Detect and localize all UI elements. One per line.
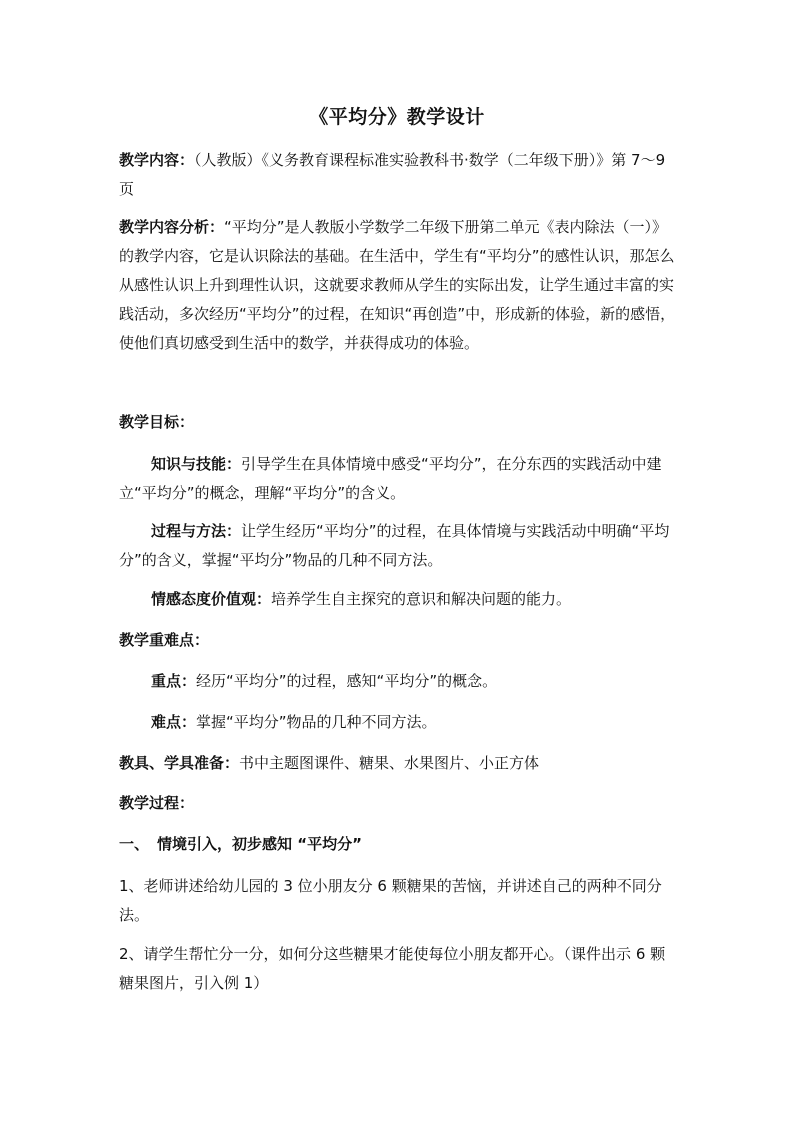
- teaching-content-label: 教学内容：: [119, 151, 195, 169]
- content-analysis-text: “平均分”是人教版小学数学二年级下册第二单元《表内除法（一）》的教学内容，它是认识除法的基础。在生活中，学生有“平均分”的感性认识，那怎么从感性认识上升到理性认识，这就要求教师从学生的实际出发，让学生通过丰富的实践活动，多次经历“平均分”的过程，在知识“再创造”中，形成新的体验，新的感悟，使他们真切感受到生活中的数学，并获得成功的体验。: [119, 218, 676, 352]
- difficult-point-paragraph: [119, 708, 677, 737]
- teaching-content-text: （人教版）《义务教育课程标准实验教科书·数学（二年级下册）》第 7～9 页: [119, 151, 666, 198]
- emotion-values-paragraph: [119, 585, 677, 614]
- key-point-paragraph: [119, 667, 677, 696]
- knowledge-skills-label: 知识与技能：: [151, 455, 242, 473]
- knowledge-skills-text: 引导学生在具体情境中感受“平均分”，在分东西的实践活动中建立“平均分”的概念，理解“平均分”的含义。: [119, 455, 662, 502]
- process-methods-text: 让学生经历“平均分”的过程，在具体情境与实践活动中明确“平均分”的含义，掌握“平均分”物品的几种不同方法。: [119, 522, 670, 569]
- materials-label: 教具、学具准备：: [119, 754, 240, 772]
- teaching-process-heading: 教学过程：: [119, 794, 195, 812]
- document-title: 《平均分》教学设计: [309, 106, 485, 128]
- section-one-number: 一、: [119, 835, 150, 853]
- section-one-heading: [119, 830, 677, 859]
- key-point-label: 重点：: [151, 672, 197, 690]
- content-analysis-paragraph: [119, 213, 677, 358]
- process-methods-paragraph: [119, 517, 677, 575]
- difficult-point-label: 难点：: [151, 713, 197, 731]
- content-analysis-label: 教学内容分析：: [119, 218, 225, 236]
- knowledge-skills-paragraph: [119, 450, 677, 508]
- emotion-values-text: 培养学生自主探究的意识和解决问题的能力。: [271, 590, 572, 608]
- process-item-2: 2、请学生帮忙分一分，如何分这些糖果才能使每位小朋友都开心。（课件出示 6 颗糖果图片，引入例 1）: [119, 945, 666, 992]
- process-methods-label: 过程与方法：: [151, 522, 242, 540]
- teaching-content-paragraph: [119, 146, 677, 204]
- process-item-1: 1、老师讲述给幼儿园的 3 位小朋友分 6 颗糖果的苦恼，并讲述自己的两种不同分法。: [119, 877, 662, 924]
- emotion-values-label: 情感态度价值观：: [151, 590, 272, 608]
- teaching-goals-heading: 教学目标：: [119, 413, 195, 431]
- materials-text: 书中主题图课件、糖果、水果图片、小正方体: [239, 754, 540, 772]
- key-difficult-heading: 教学重难点：: [119, 631, 210, 649]
- difficult-point-text: 掌握“平均分”物品的几种不同方法。: [196, 713, 437, 731]
- section-one-title: 情境引入，初步感知 “平均分”: [157, 835, 362, 853]
- materials-paragraph: [119, 749, 677, 778]
- key-point-text: 经历“平均分”的过程，感知“平均分”的概念。: [196, 672, 498, 690]
